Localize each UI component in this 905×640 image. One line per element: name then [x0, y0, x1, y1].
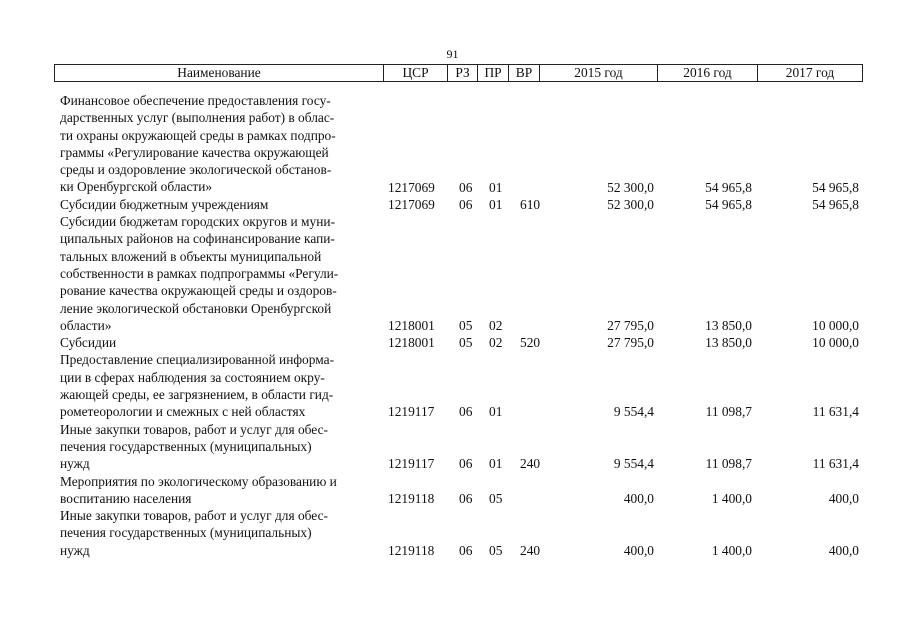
row-name: [60, 92, 382, 196]
table-row: [0, 334, 905, 351]
cell-csr: 1217069: [388, 196, 435, 212]
cell-y2017: 11 631,4: [812, 456, 859, 472]
table-row: [0, 507, 905, 559]
cell-y2016: 11 098,7: [705, 456, 752, 472]
row-name-line: рование качества окружающей среды и оздоров-: [60, 283, 337, 299]
cell-y2017: 10 000,0: [812, 335, 859, 351]
cell-rz: 05: [459, 317, 473, 333]
row-name-line: Мероприятия по экологическому образованию и: [60, 473, 337, 489]
cell-y2017: 400,0: [828, 542, 859, 558]
table-row: [0, 92, 905, 196]
row-name: [60, 334, 382, 351]
row-name-line: ти охраны окружающей среды в рамках подпро-: [60, 127, 336, 143]
cell-y2016: 1 400,0: [711, 490, 752, 506]
row-name-line: тальных вложений в объекты муниципальной: [60, 248, 322, 264]
row-name: [60, 196, 382, 213]
row-name: [60, 421, 382, 473]
table-row: [0, 351, 905, 420]
row-name-line: нужд: [60, 542, 90, 558]
cell-y2015: 27 795,0: [607, 335, 654, 351]
cell-pr: 01: [489, 404, 503, 420]
header-2016: 2016 год: [658, 65, 758, 81]
cell-csr: 1219117: [388, 404, 435, 420]
cell-vr: 520: [520, 335, 541, 351]
row-name-line: Субсидии: [60, 335, 117, 351]
cell-pr: 01: [489, 196, 503, 212]
cell-y2016: 54 965,8: [705, 196, 752, 212]
row-name-line: нужд: [60, 456, 90, 472]
table-row: [0, 473, 905, 508]
row-name-line: ление экологической обстановки Оренбургской: [60, 300, 332, 316]
header-2015: 2015 год: [540, 65, 658, 81]
cell-csr: 1219117: [388, 456, 435, 472]
cell-y2015: 9 554,4: [613, 404, 654, 420]
cell-rz: 06: [459, 456, 473, 472]
cell-rz: 05: [459, 335, 473, 351]
cell-vr: 240: [520, 542, 541, 558]
row-name-line: жающей среды, ее загрязнением, в области гид-: [60, 387, 334, 403]
cell-pr: 05: [489, 490, 503, 506]
table-row: [0, 196, 905, 213]
cell-pr: 05: [489, 542, 503, 558]
cell-y2016: 13 850,0: [705, 317, 752, 333]
cell-y2016: 13 850,0: [705, 335, 752, 351]
row-name-line: печения государственных (муниципальных): [60, 525, 312, 541]
cell-csr: 1219118: [388, 490, 435, 506]
table-header: [54, 64, 863, 82]
cell-y2015: 52 300,0: [607, 179, 654, 195]
cell-y2017: 54 965,8: [812, 196, 859, 212]
header-csr: ЦСР: [384, 65, 448, 81]
cell-y2016: 11 098,7: [705, 404, 752, 420]
cell-y2017: 11 631,4: [812, 404, 859, 420]
cell-y2017: 10 000,0: [812, 317, 859, 333]
row-name: [60, 351, 382, 420]
cell-rz: 06: [459, 404, 473, 420]
cell-vr: 610: [520, 196, 541, 212]
cell-csr: 1219118: [388, 542, 435, 558]
header-name: Наименование: [55, 65, 384, 81]
cell-rz: 06: [459, 179, 473, 195]
cell-pr: 02: [489, 317, 503, 333]
row-name-line: граммы «Регулирование качества окружающей: [60, 144, 329, 160]
row-name-line: области»: [60, 317, 112, 333]
cell-csr: 1217069: [388, 179, 435, 195]
cell-y2015: 52 300,0: [607, 196, 654, 212]
row-name-line: среды и оздоровление экологической обстанов-: [60, 162, 332, 178]
cell-y2016: 1 400,0: [711, 542, 752, 558]
row-name-line: Финансовое обеспечение предоставления госу-: [60, 93, 331, 108]
table-row: [0, 213, 905, 334]
row-name: [60, 213, 382, 334]
header-2017: 2017 год: [785, 65, 835, 80]
cell-y2017: 400,0: [828, 490, 859, 506]
row-name-line: печения государственных (муниципальных): [60, 438, 312, 454]
row-name-line: воспитанию населения: [60, 490, 192, 506]
row-name-line: Иные закупки товаров, работ и услуг для обес-: [60, 508, 328, 524]
cell-y2015: 9 554,4: [613, 456, 654, 472]
cell-pr: 01: [489, 456, 503, 472]
row-name-line: собственности в рамках подпрограммы «Регули-: [60, 265, 339, 281]
row-name-line: ки Оренбургской области»: [60, 179, 213, 195]
cell-y2016: 54 965,8: [705, 179, 752, 195]
cell-pr: 01: [489, 179, 503, 195]
cell-csr: 1218001: [388, 335, 435, 351]
cell-csr: 1218001: [388, 317, 435, 333]
cell-vr: 240: [520, 456, 541, 472]
cell-rz: 06: [459, 490, 473, 506]
cell-y2015: 27 795,0: [607, 317, 654, 333]
cell-rz: 06: [459, 196, 473, 212]
header-rz: РЗ: [448, 65, 478, 81]
cell-pr: 02: [489, 335, 503, 351]
cell-y2015: 400,0: [623, 490, 654, 506]
row-name-line: Субсидии бюджетным учреждениям: [60, 196, 269, 212]
row-name-line: Субсидии бюджетам городских округов и муни-: [60, 214, 336, 230]
row-name-line: рометеорологии и смежных с ней областях: [60, 404, 306, 420]
page-number: 91: [446, 47, 459, 61]
row-name-line: Иные закупки товаров, работ и услуг для обес-: [60, 421, 328, 437]
header-pr: ПР: [478, 65, 509, 81]
table-row: [0, 421, 905, 473]
row-name-line: дарственных услуг (выполнения работ) в облас-: [60, 110, 335, 126]
row-name: [60, 507, 382, 559]
row-name-line: ции в сферах наблюдения за состоянием окру-: [60, 369, 325, 385]
cell-y2015: 400,0: [623, 542, 654, 558]
row-name-line: ципальных районов на софинансирование капи-: [60, 231, 335, 247]
cell-y2017: 54 965,8: [812, 179, 859, 195]
row-name: [60, 473, 382, 508]
cell-rz: 06: [459, 542, 473, 558]
row-name-line: Предоставление специализированной информа-: [60, 352, 335, 368]
table-body: [0, 92, 905, 559]
header-vr: ВР: [509, 65, 540, 81]
